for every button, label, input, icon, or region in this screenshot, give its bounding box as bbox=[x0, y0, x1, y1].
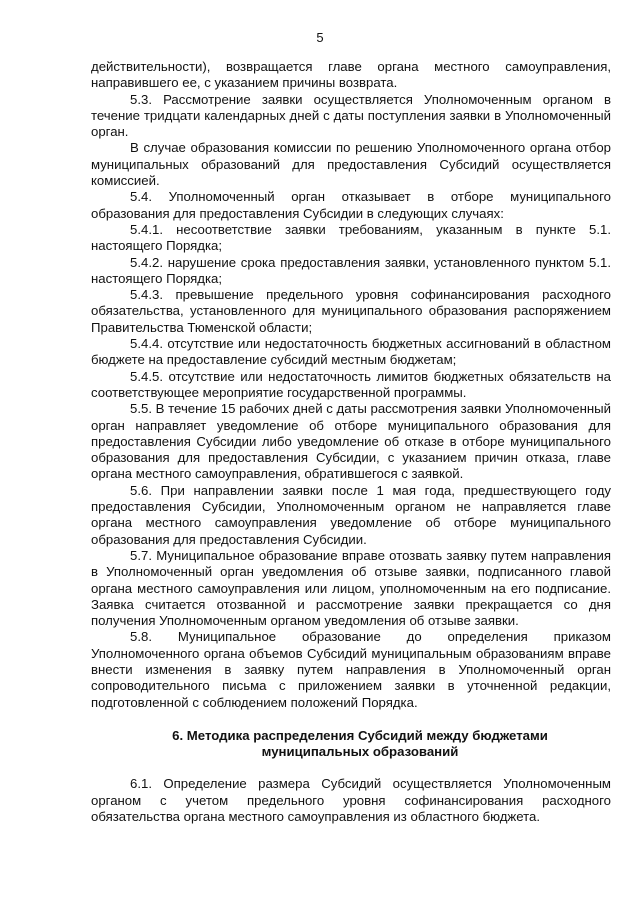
paragraph-5-7: 5.7. Муниципальное образование вправе отозвать заявку путем направления в Уполномоченный орган уведомления об отзыве заявки, подписанного главой органа местного самоуправления или лицом, уполномоченным на его подписание. Заявка считается отозванной и рассмотрение заявки прекращается со дня получения Уполномоченным органом уведомления об отзыве заявки. bbox=[91, 547, 611, 629]
section-heading-line-2: муниципальных образований bbox=[261, 744, 459, 760]
page-number: 5 bbox=[316, 30, 324, 45]
paragraph-continuation: действительности), возвращается главе органа местного самоуправления, направившего ее, с указанием причины возврата. bbox=[91, 59, 611, 91]
section-heading-line-1: 6. Методика распределения Субсидий между бюджетами bbox=[172, 727, 548, 743]
paragraph-5-4-1: 5.4.1. несоответствие заявки требованиям, указанным в пункте 5.1. настоящего Порядка; bbox=[91, 221, 611, 254]
spacer bbox=[91, 760, 611, 776]
paragraph-5-5: 5.5. В течение 15 рабочих дней с даты рассмотрения заявки Уполномоченный орган направляет уведомление об отборе муниципального образования для предоставления Субсидии либо уведомление об отказе в отборе муниципального образования для предоставления Субсидии, с указанием причин отказа, главе органа местного самоуправления, обратившегося с заявкой. bbox=[91, 401, 611, 482]
paragraph-5-4-4: 5.4.4. отсутствие или недостаточность бюджетных ассигнований в областном бюджете на предоставление субсидий местным бюджетам; bbox=[91, 336, 611, 368]
paragraph-5-4-3: 5.4.3. превышение предельного уровня софинансирования расходного обязательства, установленного для муниципального образования распоряжением Правительства Тюменской области; bbox=[91, 287, 611, 335]
paragraph-5-4-5: 5.4.5. отсутствие или недостаточность лимитов бюджетных обязательств на соответствующее мероприятие государственной программы. bbox=[91, 368, 611, 400]
paragraph-5-4: 5.4. Уполномоченный орган отказывает в отборе муниципального образования для предоставления Субсидии в следующих случаях: bbox=[91, 189, 611, 221]
paragraph-commission: В случае образования комиссии по решению Уполномоченного органа отбор муниципальных образований для предоставления Субсидий осуществляется комиссией. bbox=[91, 140, 611, 189]
paragraph-6-1: 6.1. Определение размера Субсидий осуществляется Уполномоченным органом с учетом предельного уровня софинансирования расходного обязательства органа местного самоуправления из областного бюджета. bbox=[91, 776, 611, 825]
document-body bbox=[91, 59, 611, 825]
paragraph-5-3: 5.3. Рассмотрение заявки осуществляется Уполномоченным органом в течение тридцати календарных дней с даты поступления заявки в Уполномоченный орган. bbox=[91, 91, 611, 140]
paragraph-5-8: 5.8. Муниципальное образование до определения приказом Уполномоченного органа объемов Субсидий муниципальным образованиям вправе внести изменения в заявку путем направления в Уполномоченный орган сопроводительного письма с приложением заявки в уточненной редакции, подготовленной с соблюдением положений Порядка. bbox=[91, 629, 611, 710]
spacer bbox=[91, 711, 611, 728]
paragraph-5-4-2: 5.4.2. нарушение срока предоставления заявки, установленного пунктом 5.1. настоящего Порядка; bbox=[91, 254, 611, 286]
paragraph-5-6: 5.6. При направлении заявки после 1 мая года, предшествующего году предоставления Субсидии, Уполномоченным органом не направляется главе органа местного самоуправления уведомление об отборе муниципального образования для предоставления Субсидии. bbox=[91, 482, 611, 547]
